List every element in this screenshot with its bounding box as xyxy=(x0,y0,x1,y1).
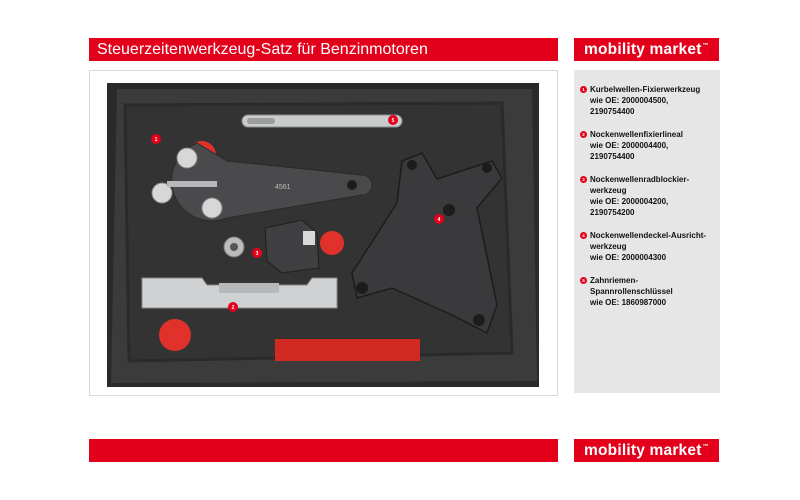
brand-logo-bottom xyxy=(574,439,719,462)
red-cutout xyxy=(275,339,420,361)
parts-legend xyxy=(574,70,720,393)
tool-5-spanner xyxy=(242,115,402,127)
brand-tm: ™ xyxy=(702,43,709,49)
marker-1-label: 1 xyxy=(154,137,158,143)
legend-number-badge: 4 xyxy=(580,232,587,239)
legend-item xyxy=(580,129,714,162)
red-cutout xyxy=(159,319,191,351)
legend-item-name: Nockenwellenfixierlineal xyxy=(590,130,683,139)
marker-4-label: 4 xyxy=(437,217,441,223)
legend-item-name: Kurbelwellen-Fixierwerkzeug xyxy=(590,85,701,94)
legend-item xyxy=(580,275,714,308)
brand-name: mobility market xyxy=(584,442,702,459)
footer-bar xyxy=(89,439,558,462)
marker-3-label: 3 xyxy=(255,251,259,257)
product-photo xyxy=(107,83,539,387)
marker-2-label: 2 xyxy=(231,305,235,311)
legend-item-name-cont: werkzeug xyxy=(590,186,627,195)
legend-item xyxy=(580,174,714,218)
page-title: Steuerzeitenwerkzeug-Satz für Benzinmotoren xyxy=(89,38,558,61)
legend-item xyxy=(580,84,714,117)
legend-item xyxy=(580,230,714,263)
legend-item-oe: wie OE: 2000004200, 2190754200 xyxy=(590,197,669,217)
legend-number-badge: 2 xyxy=(580,131,587,138)
legend-item-name: Nockenwellendeckel-Ausricht- xyxy=(590,231,707,240)
legend-item-name: Nockenwellenradblockier- xyxy=(590,175,690,184)
legend-item-name-cont: werkzeug xyxy=(590,242,627,251)
legend-number-badge: 3 xyxy=(580,176,587,183)
brand-logo-top xyxy=(574,38,719,61)
product-photo-frame xyxy=(89,70,558,396)
legend-item-name: Zahnriemen-Spannrollenschlüssel xyxy=(590,276,673,296)
legend-item-oe: wie OE: 2000004500, 2190754400 xyxy=(590,96,669,116)
marker-5-label: 5 xyxy=(391,118,395,124)
legend-item-oe: wie OE: 2000004300 xyxy=(590,253,667,262)
part-engraving: 4561 xyxy=(275,184,291,191)
brand-tm: ™ xyxy=(702,444,709,450)
legend-item-oe: wie OE: 1860987000 xyxy=(590,298,667,307)
red-cutout xyxy=(320,231,344,255)
brand-name: mobility market xyxy=(584,41,702,58)
legend-number-badge: 1 xyxy=(580,86,587,93)
legend-number-badge: 5 xyxy=(580,277,587,284)
tool-3-camshaft-wheel-blocker xyxy=(265,220,319,273)
legend-item-oe: wie OE: 2000004400, 2190754400 xyxy=(590,141,669,161)
